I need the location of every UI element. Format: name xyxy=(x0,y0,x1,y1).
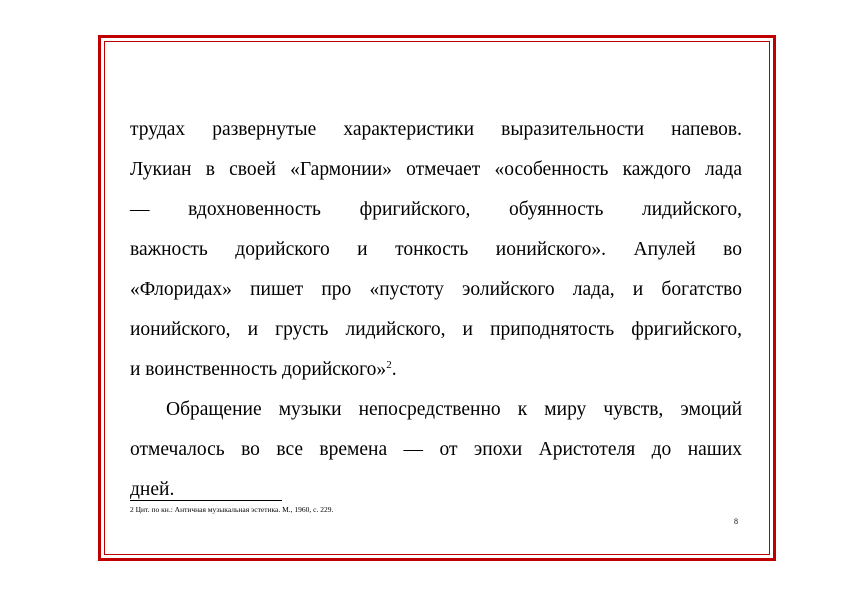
text-line: трудах развернутые характеристики выразительности напевов. xyxy=(130,119,742,140)
paragraph-1 xyxy=(130,110,742,390)
text-line: отмечалось во все времена — от эпохи Аристотеля до наших xyxy=(130,439,742,460)
text-line: Обращение музыки непосредственно к миру чувств, эмоций xyxy=(166,399,742,420)
text-line: Лукиан в своей «Гармонии» отмечает «особенность каждого лада xyxy=(130,159,742,180)
text-line: «Флоридах» пишет про «пустоту эолийского лада, и богатство xyxy=(130,279,742,300)
footnote-marker[interactable]: 2 xyxy=(386,359,392,371)
paragraph-2 xyxy=(130,390,742,510)
text-line: ионийского, и грусть лидийского, и приподнятость фригийского, xyxy=(130,319,742,340)
body-text xyxy=(130,110,742,510)
text-line-last xyxy=(130,350,742,390)
footnote-separator xyxy=(130,500,282,501)
text-line: — вдохновенность фригийского, обуянность лидийского, xyxy=(130,199,742,220)
text-line: важность дорийского и тонкость ионийского». Апулей во xyxy=(130,239,742,260)
sentence-end: . xyxy=(391,359,397,380)
footnote: 2 Цит. по кн.: Античная музыкальная эстетика. М., 1960, с. 229. xyxy=(130,505,334,514)
page-number: 8 xyxy=(734,517,738,526)
text-line-content: и воинственность дорийского» xyxy=(130,359,387,380)
text-line: дней. xyxy=(130,479,175,500)
